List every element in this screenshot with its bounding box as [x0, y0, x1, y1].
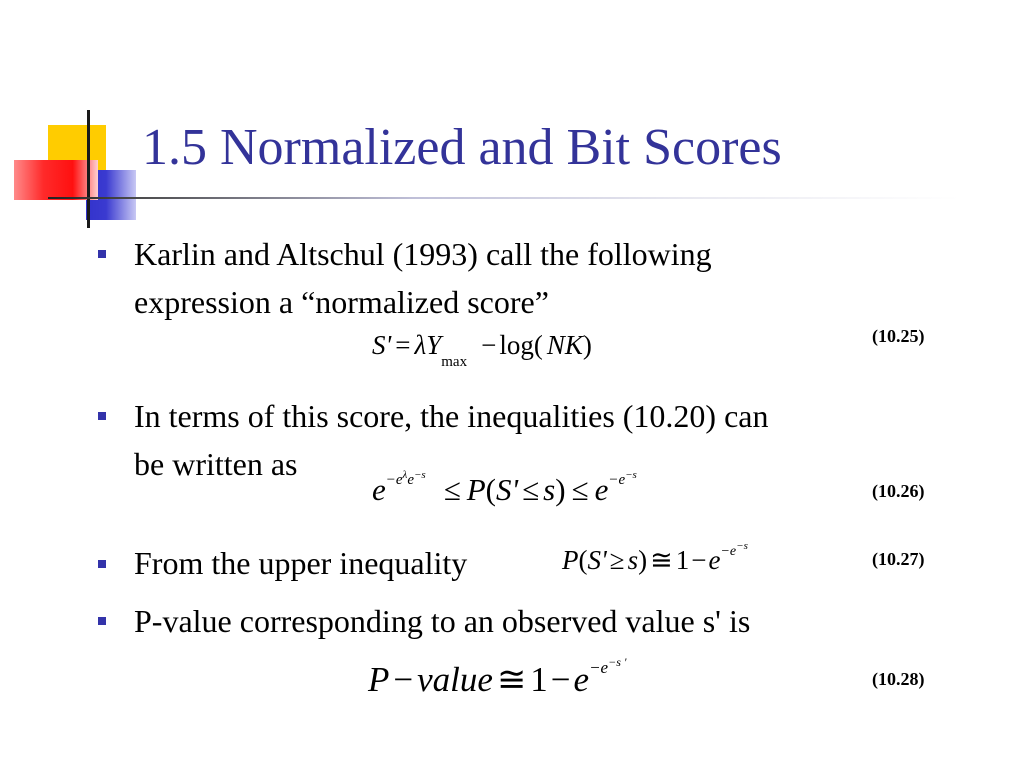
eq27-S: S' — [587, 545, 607, 575]
eq28-e: e — [573, 660, 590, 699]
eq27-open-paren: ( — [578, 545, 588, 575]
eq25-equals: = — [395, 330, 411, 360]
eq25-close-paren: ) — [582, 330, 592, 360]
red-bar-decoration — [14, 160, 98, 200]
bullet-marker — [98, 617, 106, 625]
eq25-lambda: λ — [414, 330, 427, 360]
eq25-NK: NK — [546, 330, 583, 360]
eq25-minus: − — [481, 330, 497, 360]
eq27-minus: − — [691, 545, 707, 575]
eq25-Y: Y — [426, 330, 442, 360]
equation-10-25 — [372, 330, 592, 371]
eq28-approx: ≅ — [496, 660, 527, 699]
eq28-exponent-s: −s ' — [608, 655, 627, 669]
eq26-exponent-s: −s — [413, 469, 426, 481]
eq26-exponent-e2: e — [407, 472, 414, 488]
eq27-exponent-e: −e — [720, 544, 737, 559]
vertical-rule-decoration — [87, 110, 90, 228]
equation-number-10-27: (10.27) — [872, 549, 925, 569]
bullet-4-text: P-value corresponding to an observed value s' is — [134, 603, 751, 639]
eq28-P: P — [368, 660, 390, 699]
eq26-le-1: ≤ — [443, 472, 461, 507]
bullet-3-text: From the upper inequality — [134, 545, 468, 581]
eq25-lhs: S' — [372, 330, 392, 360]
eq28-minus: − — [393, 660, 414, 699]
title-underline-rule — [48, 197, 960, 199]
equation-number-10-26: (10.26) — [872, 481, 925, 501]
eq25-log: log( — [499, 330, 543, 360]
eq28-value: value — [417, 660, 493, 699]
eq27-P: P — [562, 545, 579, 575]
eq28-minus-2: − — [550, 660, 571, 699]
eq27-approx: ≅ — [650, 545, 673, 575]
eq26-right-exponent-e: −e — [608, 472, 626, 488]
equation-10-26 — [372, 469, 637, 508]
eq27-exponent-s: −s — [736, 540, 748, 552]
eq28-one: 1 — [530, 660, 548, 699]
eq27-s: s — [627, 545, 639, 575]
bullet-marker — [98, 412, 106, 420]
eq26-e-right: e — [594, 472, 609, 507]
bullet-marker — [98, 250, 106, 258]
bullet-marker — [98, 560, 106, 568]
eq26-close-paren: ) — [555, 472, 566, 507]
eq26-e: e — [372, 472, 386, 507]
bullet-2-line-1: In terms of this score, the inequalities (10.20) can — [134, 398, 769, 434]
eq26-s: s — [543, 472, 556, 507]
bullet-1-line-2: expression a “normalized score” — [134, 284, 549, 320]
eq26-exponent-lambda: λ — [402, 469, 408, 481]
eq26-right-exponent-s: −s — [625, 469, 637, 481]
eq27-ge: ≥ — [609, 545, 625, 575]
eq26-le-2: ≤ — [522, 472, 540, 507]
bullet-2-line-2: be written as — [134, 446, 298, 482]
bullet-1-line-1: Karlin and Altschul (1993) call the following — [134, 236, 712, 272]
eq27-e: e — [708, 545, 721, 575]
equation-number-10-28: (10.28) — [872, 669, 925, 689]
eq27-one: 1 — [675, 545, 690, 575]
eq26-S: S' — [495, 472, 519, 507]
eq26-P: P — [466, 472, 486, 507]
equation-10-27 — [562, 540, 748, 576]
eq27-close-paren: ) — [638, 545, 648, 575]
eq26-le-3: ≤ — [571, 472, 589, 507]
equation-10-28 — [368, 655, 627, 700]
slide-title: 1.5 Normalized and Bit Scores — [142, 119, 782, 176]
eq25-max-subscript: max — [441, 354, 468, 371]
eq26-open-paren: ( — [485, 472, 496, 507]
eq28-exponent-e: −e — [589, 658, 609, 677]
eq26-exponent-e: −e — [385, 472, 403, 488]
equation-number-10-25: (10.25) — [872, 326, 925, 346]
